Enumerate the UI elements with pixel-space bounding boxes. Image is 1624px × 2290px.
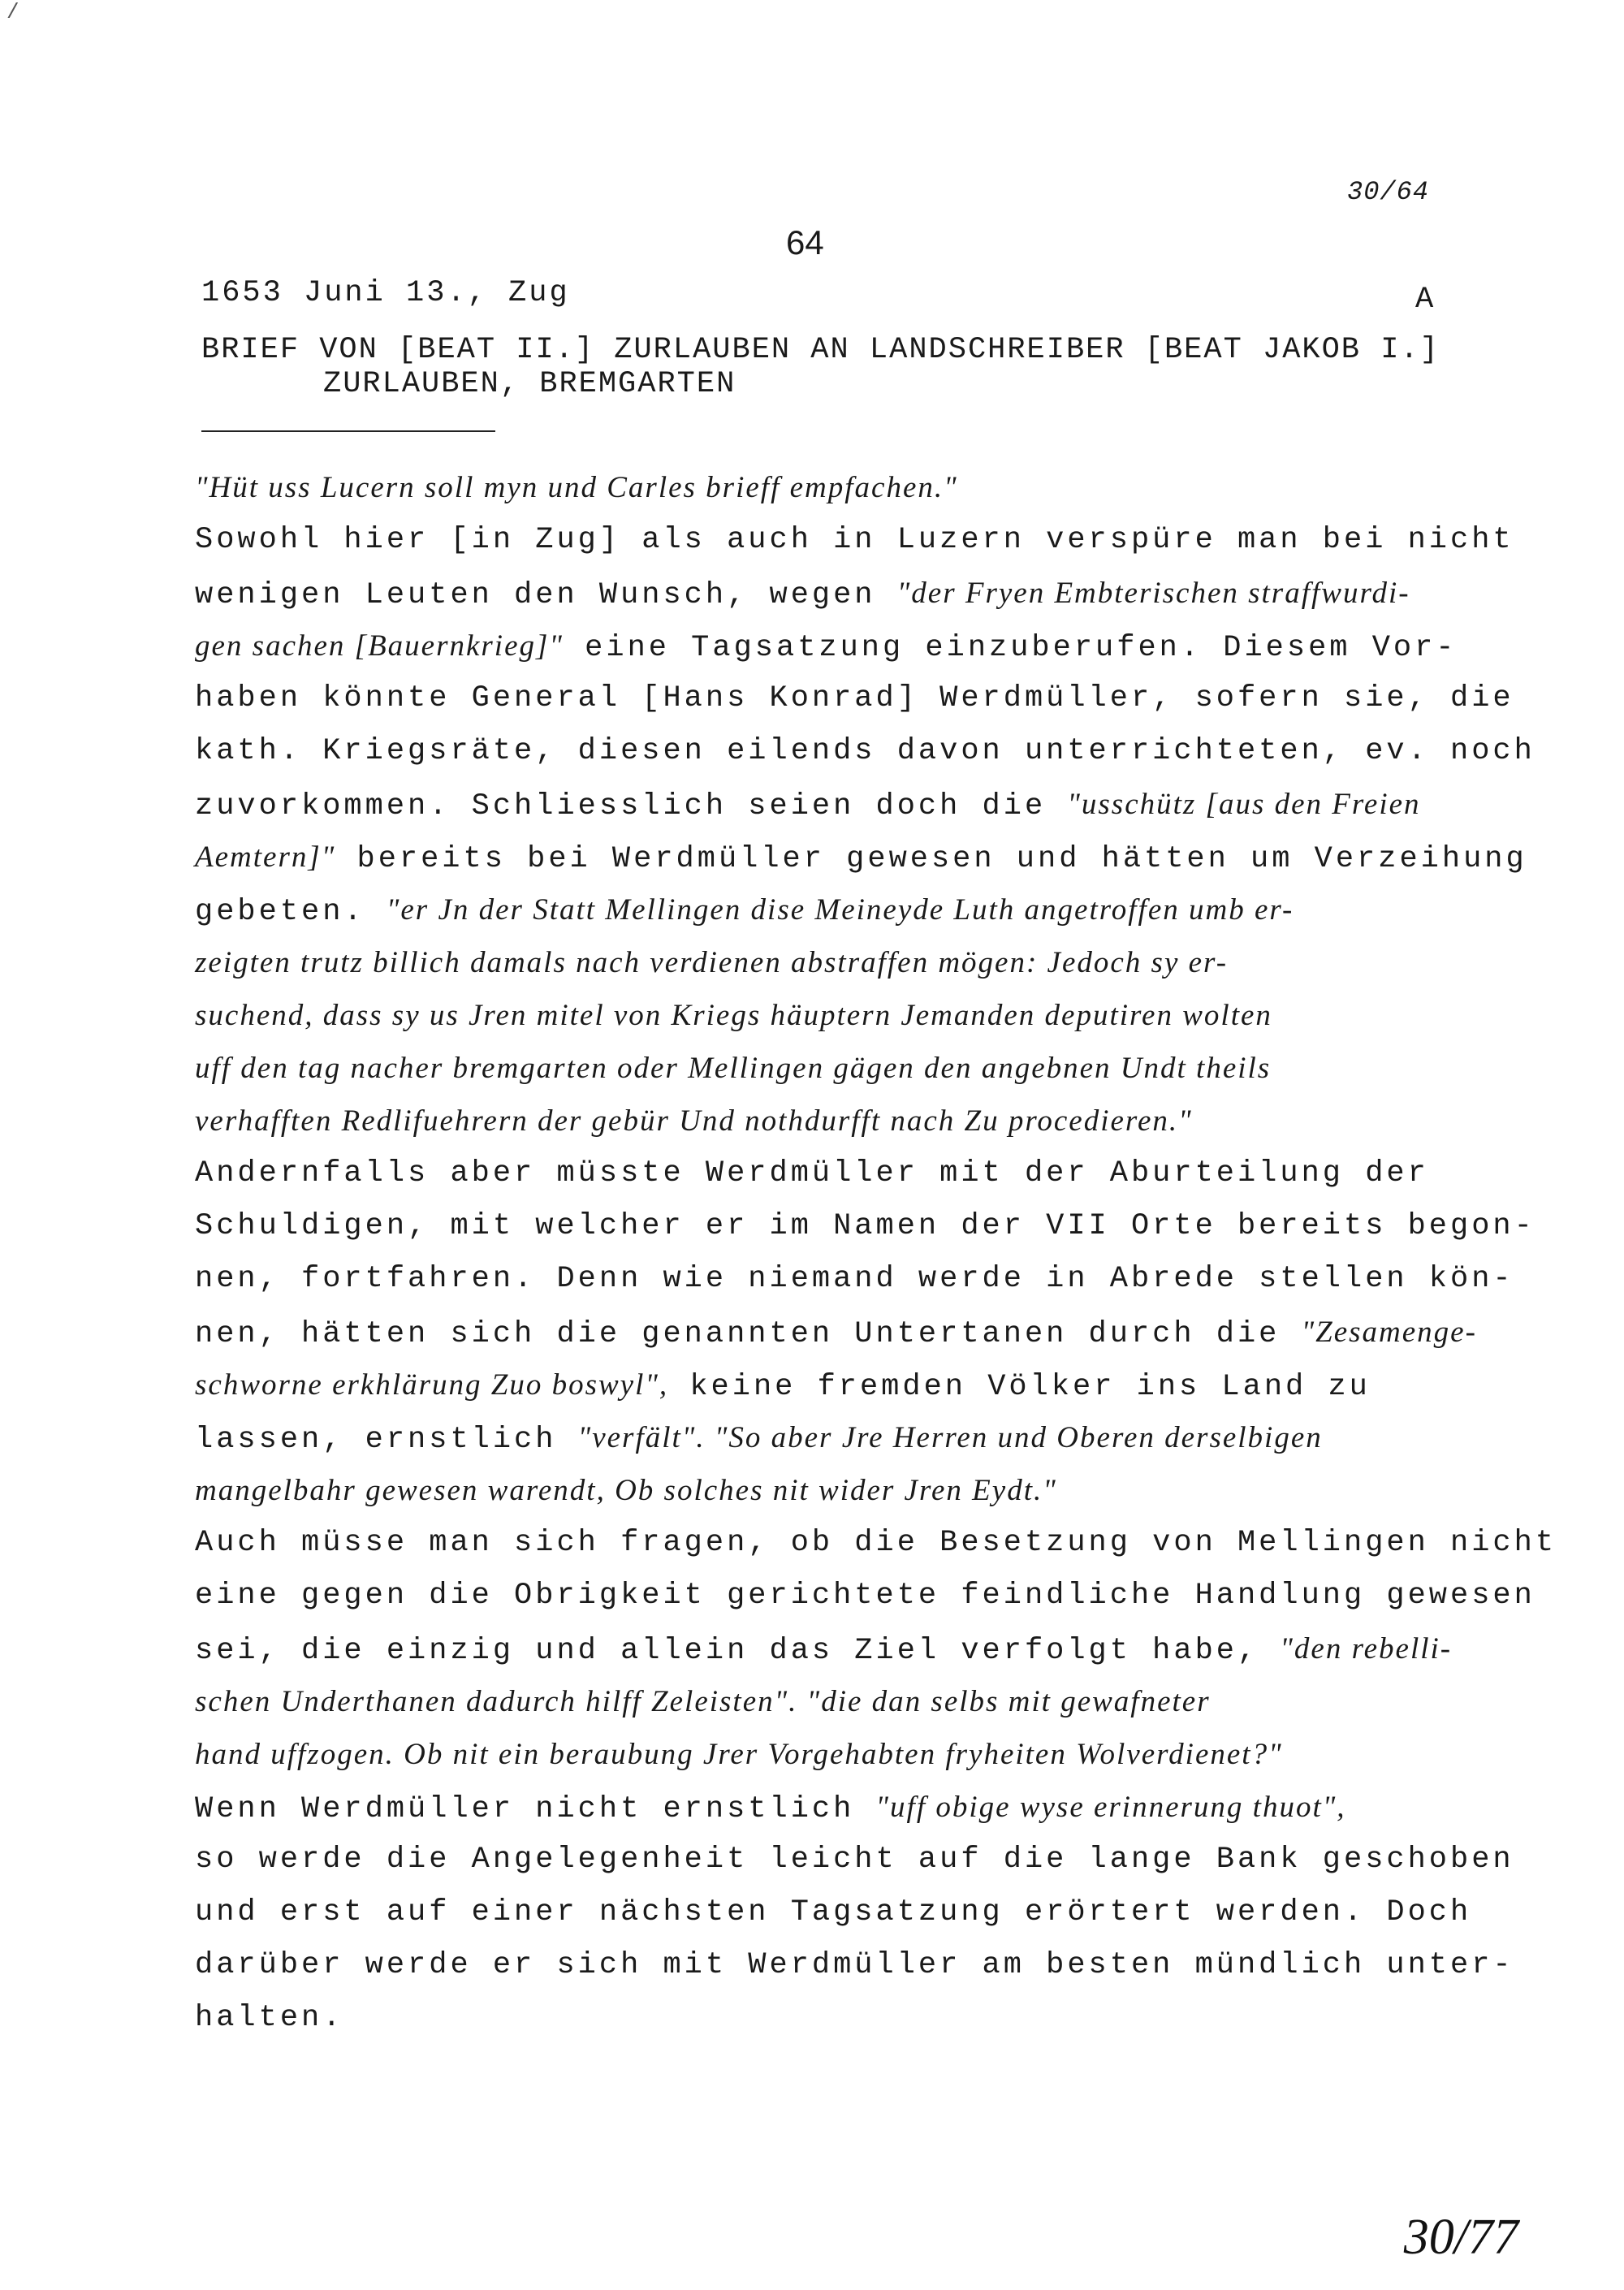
body-quote: gen sachen [Bauernkrieg]" (195, 629, 564, 663)
body-text (195, 461, 1557, 2045)
body-line (195, 1411, 1557, 1464)
body-line: verhafften Redlifuehrern der gebür Und nothdurfft nach Zu procedieren." (195, 1104, 1193, 1138)
body-quote: "Zesamenge- (1301, 1316, 1477, 1349)
body-line: halten. (195, 2001, 344, 2035)
body-text-span: wenigen Leuten den Wunsch, wegen (195, 578, 897, 612)
body-text-span: lassen, ernstlich (195, 1423, 578, 1457)
body-line (195, 1306, 1557, 1359)
body-text-span: Wenn Werdmüller nicht ernstlich (195, 1792, 876, 1826)
body-line: Schuldigen, mit welcher er im Namen der VII Orte bereits begon- (195, 1209, 1535, 1243)
body-line: kath. Kriegsräte, diesen eilends davon unterrichteten, ev. noch (195, 734, 1535, 768)
body-line: eine gegen die Obrigkeit gerichtete feindliche Handlung gewesen (195, 1579, 1535, 1613)
body-line: hand uffzogen. Ob nit ein beraubung Jrer Vorgehabten fryheiten Wolverdienet?" (195, 1738, 1283, 1771)
title-line-1: BRIEF VON [BEAT II.] ZURLAUBEN AN LANDSCHREIBER [BEAT JAKOB I.] (201, 333, 1440, 367)
title-line-2: ZURLAUBEN, BREMGARTEN (323, 367, 736, 401)
body-text-span: nen, hätten sich die genannten Untertanen durch die (195, 1317, 1302, 1351)
body-line: und erst auf einer nächsten Tagsatzung erörtert werden. Doch (195, 1895, 1472, 1929)
handwritten-page-number: 30/77 (1403, 2210, 1518, 2265)
body-quote: schworne erkhlärung Zuo boswyl", (195, 1368, 669, 1402)
body-text-span: gebeten. (195, 895, 387, 929)
body-line: "Hüt uss Lucern soll myn und Carles brieff empfachen." (195, 471, 958, 504)
body-line (195, 884, 1557, 936)
body-line (195, 1781, 1557, 1834)
body-text-span: eine Tagsatzung einzuberufen. Diesem Vor- (563, 631, 1458, 665)
body-quote: "der Fryen Embterischen straffwurdi- (896, 577, 1410, 610)
body-line (195, 1622, 1557, 1675)
body-line: nen, fortfahren. Denn wie niemand werde in Abrede stellen kön- (195, 1262, 1514, 1296)
body-line (195, 620, 1557, 672)
body-quote: "er Jn der Statt Mellingen dise Meineyde Luth angetroffen umb er- (386, 893, 1294, 927)
body-line: mangelbahr gewesen warendt, Ob solches nit wider Jren Eydt." (195, 1474, 1057, 1507)
body-line: haben könnte General [Hans Konrad] Werdmüller, sofern sie, die (195, 681, 1514, 715)
body-text-span: keine fremden Völker ins Land zu (668, 1370, 1371, 1404)
body-quote: "usschütz [aus den Freien (1067, 788, 1421, 821)
body-line: Andernfalls aber müsste Werdmüller mit der Aburteilung der (195, 1156, 1429, 1190)
date-place: 1653 Juni 13., Zug (201, 276, 570, 310)
page-number: 64 (786, 223, 824, 261)
body-line (195, 1359, 1557, 1411)
document-title (201, 333, 1440, 401)
body-line: schen Underthanen dadurch hilff Zeleisten". "die dan selbs mit gewafneter (195, 1685, 1211, 1718)
body-text-span: sei, die einzig und allein das Ziel verfolgt habe, (195, 1634, 1281, 1668)
title-rule (201, 430, 495, 432)
body-line: Sowohl hier [in Zug] als auch in Luzern verspüre man bei nicht (195, 523, 1514, 557)
body-quote: "verfält". "So aber Jre Herren und Oberen derselbigen (577, 1421, 1323, 1454)
body-line: Auch müsse man sich fragen, ob die Besetzung von Mellingen nicht (195, 1526, 1557, 1560)
body-quote: Aemtern]" (195, 840, 336, 874)
corner-mark: / (6, 0, 19, 24)
body-line: darüber werde er sich mit Werdmüller am besten mündlich unter- (195, 1948, 1514, 1982)
document-letter: A (1415, 283, 1434, 317)
body-text-span: bereits bei Werdmüller gewesen und hätten um Verzeihung (335, 842, 1527, 876)
body-quote: "den rebelli- (1280, 1632, 1453, 1666)
reference-number: 30/64 (1346, 177, 1429, 207)
body-line (195, 831, 1557, 884)
body-line: suchend, dass sy us Jren mitel von Kriegs häuptern Jemanden deputiren wolten (195, 999, 1272, 1032)
body-line: zeigten trutz billich damals nach verdienen abstraffen mögen: Jedoch sy er- (195, 946, 1229, 979)
body-text-span: zuvorkommen. Schliesslich seien doch die (195, 789, 1068, 823)
body-line (195, 567, 1557, 620)
body-line (195, 778, 1557, 831)
body-line: so werde die Angelegenheit leicht auf die lange Bank geschoben (195, 1843, 1514, 1877)
body-line: uff den tag nacher bremgarten oder Mellingen gägen den angebnen Undt theils (195, 1052, 1272, 1085)
body-quote: "uff obige wyse erinnerung thuot", (875, 1791, 1346, 1824)
